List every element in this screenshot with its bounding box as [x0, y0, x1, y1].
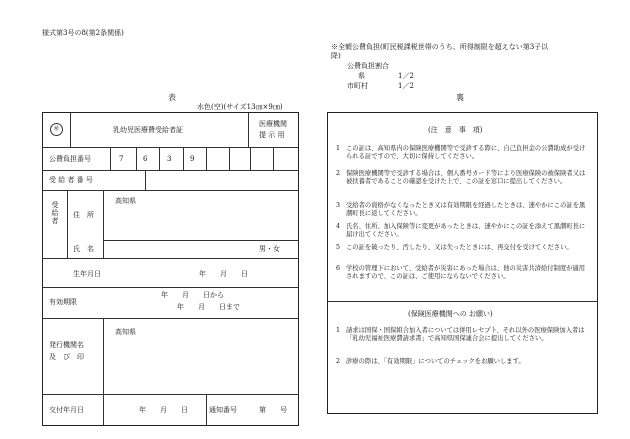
validity-to: 年 月 日まで — [177, 303, 240, 311]
ratio-pref-value: 1／2 — [398, 72, 414, 80]
request-heading: (保険医療機関への お願い) — [408, 310, 493, 318]
validity-from: 年 月 日から — [161, 291, 224, 299]
notes-heading: (注 意 事 項) — [428, 126, 483, 134]
issuer-label-1: 発行機関名 — [49, 341, 84, 349]
front-side-label: 表 — [168, 93, 176, 102]
note-text: この証は、高知県内の保険医療機関等で受診する際に、自己負担金の公費助成が受けられる証ですので、大切に保持してください。 — [346, 145, 586, 160]
recipient-section-label: 受給者 — [51, 201, 59, 225]
note-text: この証を破ったり、汚したり、又は失ったときには、再交付を受けてください。 — [346, 244, 573, 251]
notice-number-label: 通知番号 — [209, 406, 237, 414]
note-text: 保険医療機関等で受診する場合は、個人番号カード等により医療保険の被保険者又は被扶養者であることの確認を受けた上で、この証を窓口に提出してください。 — [346, 170, 586, 185]
note-number: 2 — [336, 170, 341, 177]
ratio-pref-label: 県 — [358, 72, 365, 80]
request-item — [336, 358, 588, 366]
note-number: 4 — [336, 223, 341, 230]
card-title: 乳幼児医療費受給者証 — [113, 126, 183, 134]
payer-digit-3: 3 — [167, 155, 172, 163]
note-item — [336, 145, 588, 161]
funding-note-line1: ※全額公費負担(町民税課税世帯のうち、所得制限を超えない第3子以 — [331, 43, 549, 51]
funding-note — [331, 43, 621, 61]
issuer-value: 高知県 — [115, 328, 136, 336]
address-label: 住 所 — [73, 211, 94, 219]
funding-note-line2: 降) — [331, 52, 341, 60]
note-number: 1 — [336, 145, 341, 152]
note-number: 3 — [336, 202, 341, 209]
note-item — [336, 244, 588, 252]
ratio-city-value: 1／2 — [398, 82, 414, 90]
notice-number-value: 第 号 — [259, 406, 287, 414]
issuer-label-2: 及 び 印 — [49, 353, 84, 361]
birth-date-label: 生年月日 — [73, 270, 101, 278]
card-color-size: 水色(空)(サイズ13㎝×9㎝) — [197, 103, 283, 111]
note-text: 学校の管理下において、受給者が災害にあった場合は、他の災害共済給付制度が適用されますので、この証は、ご使用にならないでください。 — [346, 265, 586, 280]
for-hospital-label-2: 提 示 用 — [259, 131, 285, 139]
recipient-card-back — [327, 112, 598, 414]
request-text: 請求は国保・国保組合加入者については併用レセプト、それ以外の医療保険加入者は「乳幼児福祉医療費請求書」で高知県国保連合会に提出してください。 — [346, 327, 585, 342]
request-number: 1 — [336, 327, 341, 334]
issue-date-value: 年 月 日 — [139, 406, 188, 414]
ratio-city-label: 市町村 — [347, 82, 368, 90]
recipient-number-label: 受 給 者 番 号 — [49, 176, 93, 184]
recipient-card-front — [42, 112, 299, 426]
request-number: 2 — [336, 358, 341, 365]
note-number: 6 — [336, 265, 341, 272]
note-item — [336, 223, 588, 239]
note-item — [336, 265, 588, 281]
note-number: 5 — [336, 244, 341, 251]
validity-label: 有効期限 — [49, 298, 77, 306]
secret-stamp-icon: ㊙ — [50, 123, 63, 136]
note-item — [336, 170, 588, 186]
note-item — [336, 202, 588, 218]
birth-date-value: 年 月 日 — [199, 270, 248, 278]
name-label: 氏 名 — [73, 245, 94, 253]
back-side-label: 裏 — [456, 93, 464, 102]
note-text: 氏名、住所、加入保険等に変更があったときは、速やかにこの証を添えて黒潮町長に届け出てください。 — [346, 223, 586, 238]
note-text: 受給者の資格がなくなったとき又は有効期限を経過したときは、速やかにこの証を黒潮町長に返してください。 — [346, 202, 586, 217]
gender-options: 男・女 — [259, 245, 280, 253]
ratio-title: 公費負担割合 — [347, 62, 389, 70]
for-hospital-label-1: 医療機関 — [259, 120, 287, 128]
payer-number-label: 公費負担番号 — [49, 155, 91, 163]
request-text: 診療の際は、「有効期限」についてのチェックをお願いします。 — [346, 358, 525, 365]
issue-date-label: 交付年月日 — [49, 406, 84, 414]
payer-digit-4: 9 — [190, 155, 195, 163]
request-item — [336, 327, 588, 343]
form-number: 様式第3号の8(第2条関係) — [42, 29, 124, 37]
payer-digit-1: 7 — [119, 155, 124, 163]
address-value: 高知県 — [115, 197, 136, 205]
payer-digit-2: 6 — [143, 155, 148, 163]
